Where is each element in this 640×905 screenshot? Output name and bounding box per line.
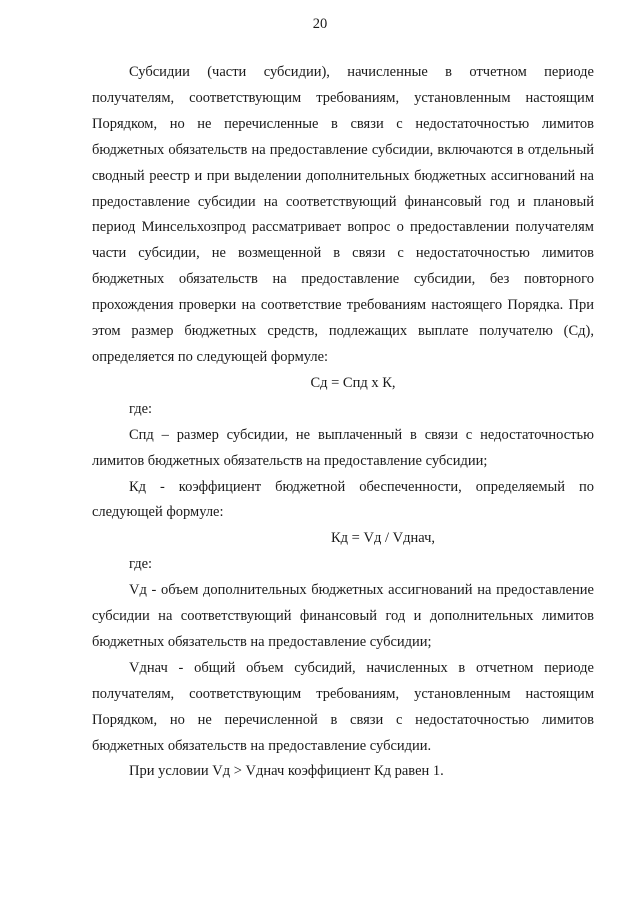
paragraph-unpaid-subsidies: Субсидии (части субсидии), начисленные в отчетном периоде получателям, соответствующим требованиям, установленным настоящим Порядком, но не перечисленные в связи с недостаточностью лимитов бюджетных обязательств на предоставление субсидии, включаются в отдельный сводный реестр и при выделении дополнительных бюджетных ассигнований на предоставление субсидии на соответствующий финансовый год и плановый период Минсельхозпрод рассматривает вопрос о предоставлении получателям части субсидии, не возмещенной в связи с недостаточностью лимитов бюджетных обязательств на предоставление субсидии, без повторного прохождения проверки на соответствие требованиям настоящего Порядка. При этом размер бюджетных средств, подлежащих выплате получателю (Сд), определяется по следующей формуле:	[92, 64, 594, 365]
formula-kd: Кд = Vд / Vднач,	[331, 530, 435, 547]
condition-paragraph: При условии Vд > Vднач коэффициент Кд равен 1.	[129, 763, 444, 780]
page-number: 20	[312, 16, 328, 32]
definition-vd: Vд - объем дополнительных бюджетных ассигнований на предоставление субсидии на соответствующий финансовый год и дополнительных лимитов бюджетных обязательств на предоставление субсидии;	[92, 582, 594, 650]
formula-sd: Сд = Спд x К,	[310, 374, 396, 391]
definition-kd: Кд - коэффициент бюджетной обеспеченности, определяемый по следующей формуле:	[92, 478, 594, 521]
definition-spd: Спд – размер субсидии, не выплаченный в связи с недостаточностью лимитов бюджетных обязательств на предоставление субсидии;	[92, 426, 594, 469]
where-label: где:	[129, 400, 153, 417]
where-label: где:	[129, 556, 153, 573]
definition-vdnach: Vднач - общий объем субсидий, начисленных в отчетном периоде получателям, соответствующим требованиям, установленным настоящим Порядком, но не перечисленной в связи с недостаточностью лимитов бюджетных обязательств на предоставление субсидии.	[92, 659, 594, 754]
document-body	[92, 60, 594, 785]
